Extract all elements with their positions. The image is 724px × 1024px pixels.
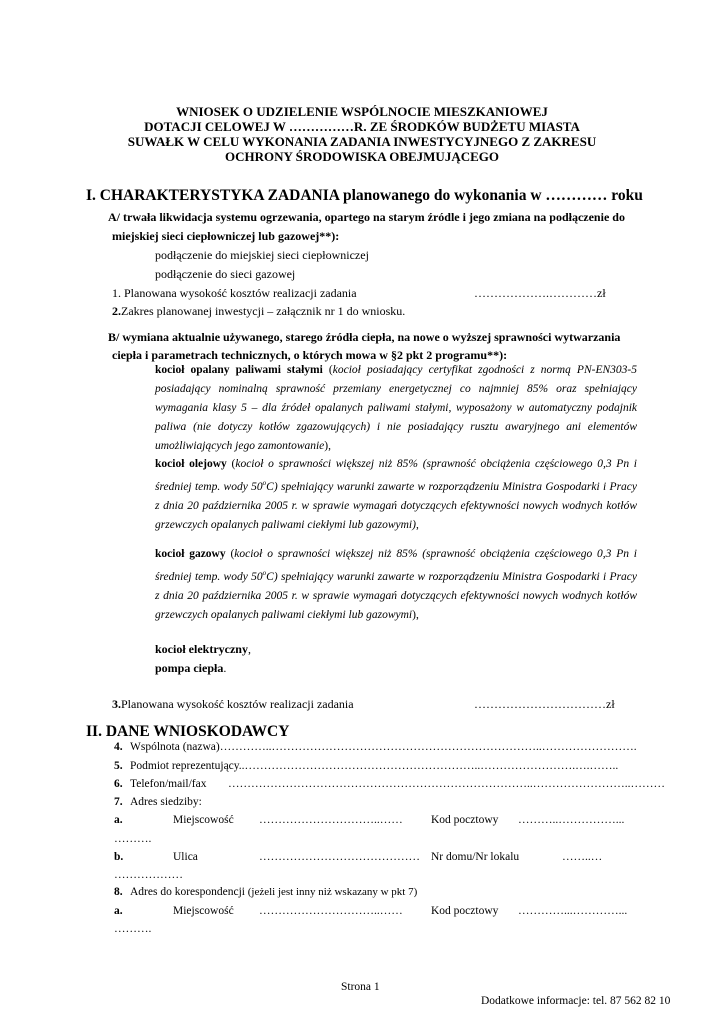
option-b-line-1: B/ wymiana aktualnie używanego, starego źródła ciepła, na nowe o wyższej sprawności wytwarzania (108, 330, 621, 344)
field-5-number: 5. (114, 760, 123, 772)
document-title (0, 104, 724, 164)
solid-fuel-open: ( (322, 364, 333, 376)
zip-label: Kod pocztowy (431, 814, 499, 826)
section-1-heading-text: . CHARAKTERYSTYKA ZADANIA planowanego do wykonania w ………… roku (92, 187, 643, 204)
gas-close: ), (412, 608, 419, 621)
city-label: Miejscowość (173, 814, 234, 826)
solid-fuel-boiler-description: kocioł posiadający certyfikat zgodności z normą PN-EN303-5 posiadający nominalną sprawność przemiany energetycznej co najmniej 85% oraz spełniający wymagania klasy 5 – dla źródeł opalanych paliwami stałymi, wyposażony w automatyczny podajnik paliwa (nie dotyczy kotłów zgazowujących) i nie posiadający rusztu awaryjnego ani elementów umożliwiających jego zamontowanie (155, 364, 637, 452)
oil-boiler-description-1: kocioł o sprawności większej niż 85% (sprawność obciążenia częściowego 0,3 Pn i średniej temp. wody 50 (155, 458, 637, 493)
zip2-field[interactable]: …………...…………... (518, 905, 628, 917)
heat-pump-name: pompa ciepła (155, 661, 224, 675)
option-b-cost-text: Planowana wysokość kosztów realizacji zadania (121, 697, 354, 711)
heat-pump-punct: . (223, 661, 227, 675)
zip2-field-continued[interactable]: ………. (114, 923, 152, 935)
solid-fuel-boiler-item (120, 361, 637, 456)
electric-boiler-item (155, 642, 251, 657)
option-b-cost-number: 3. (112, 697, 121, 711)
electric-boiler-name: kocioł elektryczny (155, 642, 248, 656)
correspondence-address-label (130, 886, 417, 898)
oil-open: ( (226, 458, 236, 470)
page-number: Strona 1 (341, 981, 380, 993)
solid-fuel-close: ), (324, 440, 332, 452)
option-a-scope (112, 304, 405, 319)
section-1-numeral: I (86, 187, 93, 204)
solid-fuel-boiler-name: kocioł opalany paliwami stałymi (155, 364, 323, 376)
option-a-cost-label: 1. Planowana wysokość kosztów realizacji zadania (112, 286, 357, 300)
option-b-cost-label (112, 697, 354, 712)
option-a-line-1: A/ trwała likwidacja systemu ogrzewania, opartego na starym źródle i jego zmiana na podłączenie do (108, 210, 625, 224)
registered-address-label: Adres siedziby: (130, 796, 202, 808)
title-line-4: OCHRONY ŚRODOWISKA OBEJMUJĄCEGO (225, 149, 499, 164)
oil-close: , (415, 518, 419, 531)
gas-open: ( (225, 548, 235, 560)
gas-boiler-description-2: C) spełniający warunki zawarte w rozporządzeniu Ministra Gospodarki i Pracy z dnia 20 października 2005 r. w sprawie wymagań dotyczących efektywności nowych wodnych kotłów grzewczych opalanych paliwami ciekłymi lub gazowymi (155, 570, 637, 621)
sub-district-heating-label: podłączenie do miejskiej sieci ciepłowniczej (155, 248, 369, 262)
gas-boiler-name: kocioł gazowy (155, 548, 226, 560)
house-number-field-continued[interactable]: ……………… (114, 869, 183, 881)
city2-field[interactable]: …………………………..…… (259, 905, 403, 917)
street-label: Ulica (173, 851, 198, 863)
title-line-3: SUWAŁK W CELU WYKONANIA ZADANIA INWESTYCYJNEGO Z ZAKRESU (127, 134, 597, 149)
option-a-scope-text: Zakres planowanej inwestycji – załącznik nr 1 do wniosku. (121, 304, 406, 318)
oil-boiler-description-2: C) spełniający warunki zawarte w rozporządzeniu Ministra Gospodarki i Pracy z dnia 20 października 2005 r. w sprawie wymagań dotyczących efektywności nowych wodnych kotłów grzewczych opalanych paliwami ciekłymi lub gazowymi) (155, 480, 637, 531)
section-1-heading (86, 187, 643, 205)
community-name-field[interactable]: Wspólnota (nazwa)…………..……………………………………………………………..……………………. (130, 741, 637, 753)
correspondence-label-text: Adres do korespondencji (130, 886, 245, 898)
phone-mail-fax-label: Telefon/mail/fax (130, 778, 207, 790)
house-number-field[interactable]: ……..… (562, 851, 603, 863)
zip2-label: Kod pocztowy (431, 905, 499, 917)
field-7-number: 7. (114, 796, 123, 808)
electric-punct: , (247, 642, 251, 656)
representative-field[interactable]: Podmiot reprezentujący..……………………………………………………..…………………….….…….. (130, 760, 619, 772)
sub-gas-network-label: podłączenie do sieci gazowej (155, 267, 296, 281)
city2-label: Miejscowość (173, 905, 234, 917)
option-b-line-2: ciepła i parametrach technicznych, o których mowa w §2 pkt 2 programu**): (112, 348, 508, 362)
oil-boiler-item (120, 455, 637, 535)
section-2-heading: II. DANE WNIOSKODAWCY (86, 723, 290, 740)
option-a-cost-field[interactable]: ……………….…………zł (474, 286, 606, 300)
phone-mail-fax-field[interactable]: ……………………………………………………………………..……………………..……… (228, 778, 665, 790)
heat-pump-item (155, 661, 226, 676)
gas-degree-sup: o (262, 569, 267, 577)
house-number-label: Nr domu/Nr lokalu (431, 851, 520, 863)
gas-boiler-item (120, 545, 637, 625)
address2-a-label: a. (114, 905, 123, 917)
option-a-scope-number: 2. (112, 304, 121, 318)
zip-field[interactable]: ………..……………... (518, 814, 625, 826)
field-6-number: 6. (114, 778, 123, 790)
oil-boiler-name: olejowy (189, 458, 227, 470)
option-b-cost-field[interactable]: ……………………………zł (474, 697, 615, 711)
address-b-label: b. (114, 851, 124, 863)
gas-boiler-description-1: kocioł o sprawności większej niż 85% (sprawność obciążenia częściowego 0,3 Pn i średniej temp. wody 50 (155, 548, 637, 583)
field-8-number: 8. (114, 886, 123, 898)
option-a-line-2: miejskiej sieci ciepłowniczej lub gazowej**): (112, 229, 340, 243)
address-a-label: a. (114, 814, 123, 826)
title-line-2: DOTACJI CELOWEJ W ……………R. ZE ŚRODKÓW BUDŻETU MIASTA (144, 119, 580, 134)
city-field[interactable]: …………………………..…… (259, 814, 403, 826)
correspondence-note: (jeżeli jest inny niż wskazany w pkt 7) (244, 886, 418, 898)
street-field[interactable]: …………………………………… (259, 851, 420, 863)
footer-contact-info: Dodatkowe informacje: tel. 87 562 82 10 (481, 995, 671, 1007)
oil-boiler-name-prefix: kocioł (155, 458, 190, 470)
zip-field-continued[interactable]: ………. (114, 833, 152, 845)
field-4-number: 4. (114, 741, 123, 753)
oil-degree-sup: o (262, 479, 267, 487)
title-line-1: WNIOSEK O UDZIELENIE WSPÓLNOCIE MIESZKANIOWEJ (176, 104, 548, 119)
